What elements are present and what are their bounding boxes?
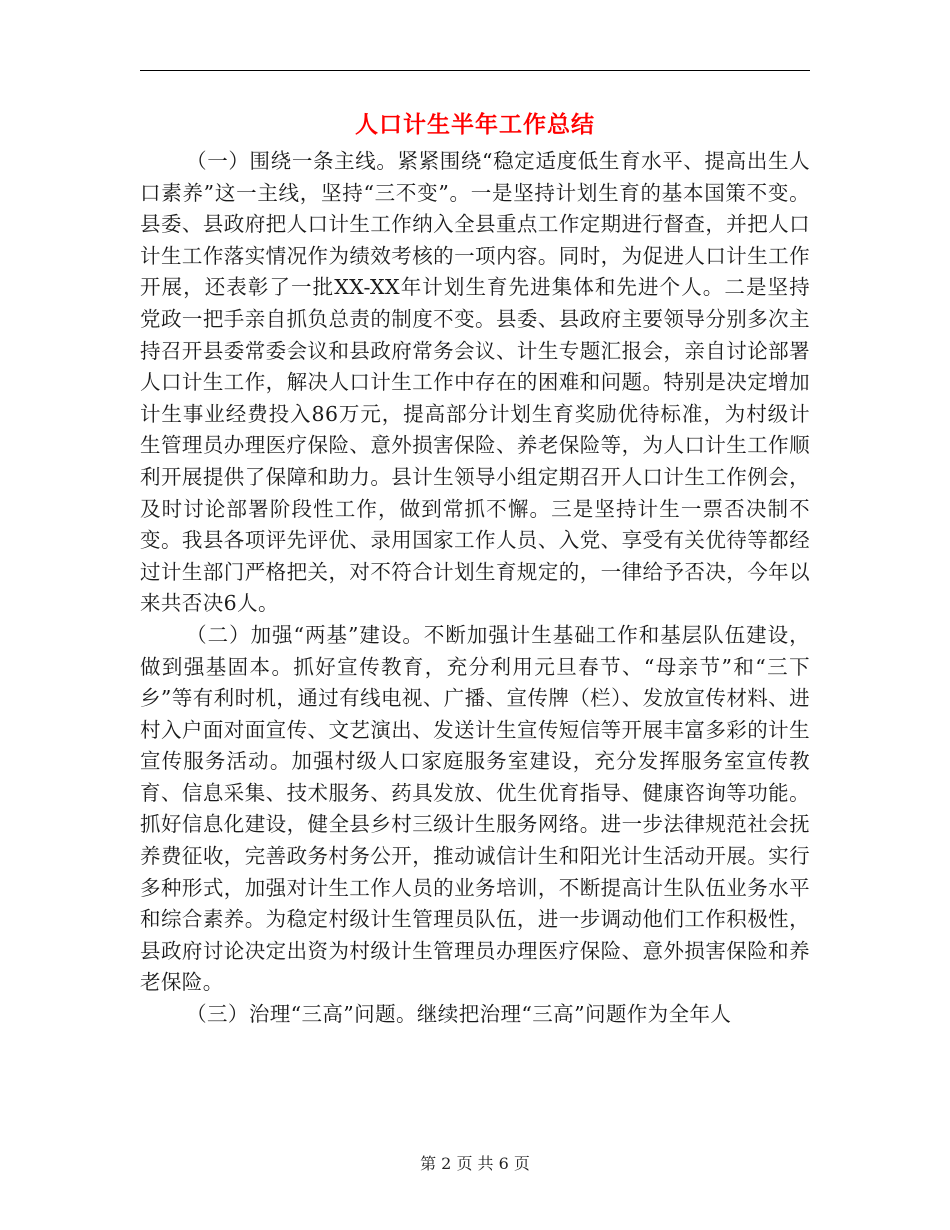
paragraph-2: （二）加强“两基”建设。不断加强计生基础工作和基层队伍建设，做到强基固本。抓好宣传教育，充分利用元旦春节、“母亲节”和“三下乡”等有利时机，通过有线电视、广播、宣传牌（栏）、发放宣传材料、进村入户面对面宣传、文艺演出、发送计生宣传短信等开展丰富多彩的计生宣传服务活动。加强村级人口家庭服务室建设，充分发挥服务室宣传教育、信息采集、技术服务、药具发放、优生优育指导、健康咨询等功能。抓好信息化建设，健全县乡村三级计生服务网络。进一步法律规范社会抚养费征收，完善政务村务公开，推动诚信计生和阳光计生活动开展。实行多种形式，加强对计生工作人员的业务培训，不断提高计生队伍业务水平和综合素养。为稳定村级计生管理员队伍，进一步调动他们工作积极性，县政府讨论决定出资为村级计生管理员办理医疗保险、意外损害保险和养老保险。 [140,622,810,995]
document-title: 人口计生半年工作总结 [355,111,595,138]
paragraph-3: （三）治理“三高”问题。继续把治理“三高”问题作为全年人 [186,1002,732,1027]
paragraph-1: （一）围绕一条主线。紧紧围绕“稳定适度低生育水平、提高出生人口素养”这一主线，坚持“三不变”。一是坚持计划生育的基本国策不变。县委、县政府把人口计生工作纳入全县重点工作定期进行督查，并把人口计生工作落实情况作为绩效考核的一项内容。同时，为促进人口计生工作开展，还表彰了一批XX-XX年计划生育先进集体和先进个人。二是坚持党政一把手亲自抓负总责的制度不变。县委、县政府主要领导分别多次主持召开县委常委会议和县政府常务会议、计生专题汇报会，亲自讨论部署人口计生工作，解决人口计生工作中存在的困难和问题。特别是决定增加计生事业经费投入86万元，提高部分计划生育奖励优待标准，为村级计生管理员办理医疗保险、意外损害保险、养老保险等，为人口计生工作顺利开展提供了保障和助力。县计生领导小组定期召开人口计生工作例会，及时讨论部署阶段性工作，做到常抓不懈。三是坚持计生一票否决制不变。我县各项评先评优、录用国家工作人员、入党、享受有关优待等都经过计生部门严格把关，对不符合计划生育规定的，一律给予否决，今年以来共否决6人。 [140,149,810,616]
page-number-label: 第 2 页 共 6 页 [420,1154,530,1173]
header-rule [140,70,810,71]
document-body [140,146,810,1031]
page-footer [0,1153,950,1175]
